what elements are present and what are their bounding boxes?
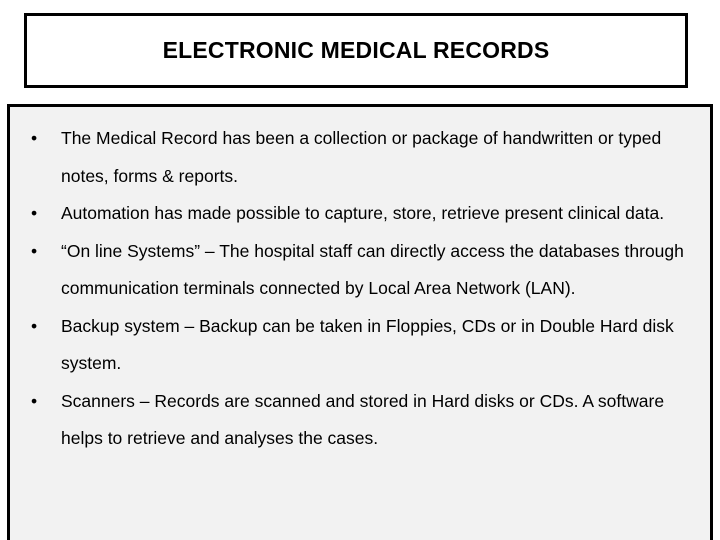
bullet-icon: • — [31, 240, 38, 261]
bullet-text: The Medical Record has been a collection or package of handwritten or typed notes, forms & reports. — [61, 128, 662, 186]
slide-title: ELECTRONIC MEDICAL RECORDS — [162, 37, 550, 63]
bullet-item — [28, 383, 704, 458]
bullet-item — [28, 120, 704, 195]
bullet-item — [28, 233, 704, 308]
bullet-icon: • — [31, 128, 38, 148]
bullet-text: “On line Systems” – The hospital staff can directly access the databases through communication terminals connected by Local Area Network (LAN). — [61, 240, 684, 298]
bullet-icon: • — [31, 203, 38, 223]
bullet-item — [28, 308, 704, 383]
content-box — [7, 104, 713, 540]
bullet-icon: • — [31, 315, 38, 336]
title-box — [24, 13, 688, 88]
bullet-list — [28, 120, 704, 458]
bullet-icon: • — [31, 390, 38, 411]
bullet-item — [28, 195, 704, 233]
bullet-text: Scanners – Records are scanned and stored in Hard disks or CDs. A software helps to retrieve and analyses the cases. — [61, 390, 665, 448]
bullet-text: Automation has made possible to capture, store, retrieve present clinical data. — [61, 203, 665, 223]
bullet-text: Backup system – Backup can be taken in Floppies, CDs or in Double Hard disk system. — [61, 315, 674, 373]
